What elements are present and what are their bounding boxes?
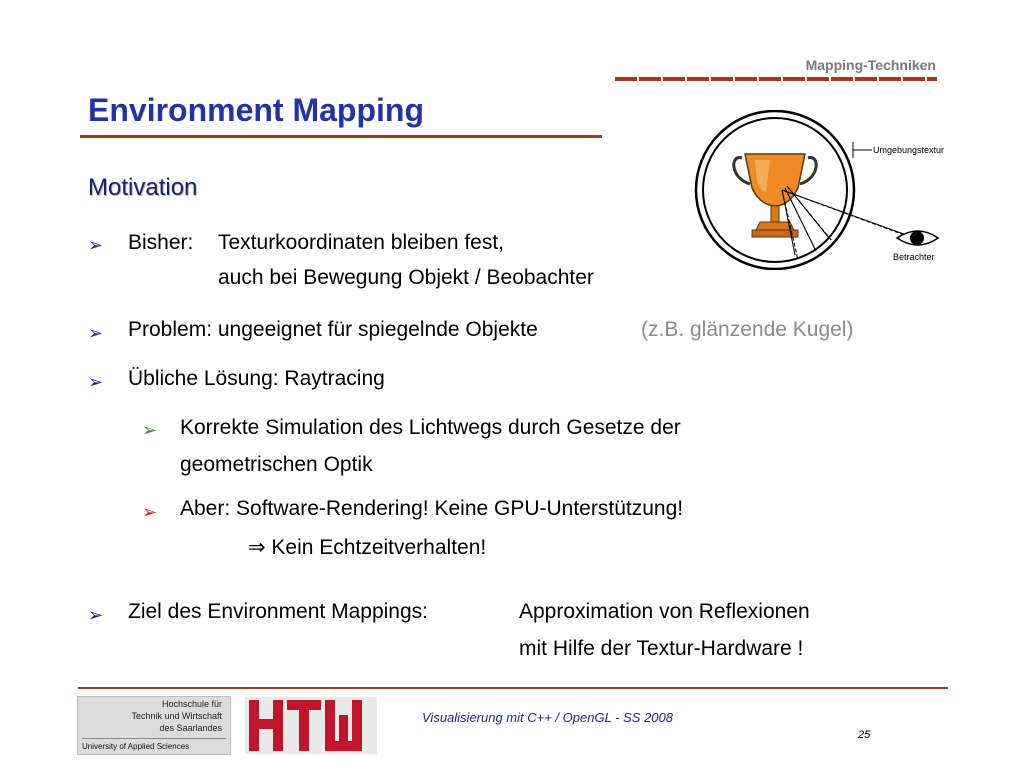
logo-line-3: des Saarlandes xyxy=(159,723,222,733)
bullet-arrow-icon: ➢ xyxy=(142,420,158,440)
bullet-2-note: (z.B. glänzende Kugel) xyxy=(641,318,854,341)
title-underline xyxy=(80,135,602,138)
bullet-1-label: Bisher: xyxy=(128,231,194,254)
section-divider xyxy=(615,77,937,81)
bullet-arrow-icon: ➢ xyxy=(88,323,104,343)
htw-logo xyxy=(245,697,377,754)
bullet-arrow-icon: ➢ xyxy=(88,372,104,392)
slide-title: Environment Mapping xyxy=(88,92,424,128)
bullet-arrow-icon: ➢ xyxy=(142,502,158,522)
sub-bullet-2-line1: Aber: Software-Rendering! Keine GPU-Unterstützung! xyxy=(180,497,684,520)
subheading-motivation: Motivation xyxy=(88,174,198,201)
trophy-icon xyxy=(734,154,816,237)
logo-line-4: University of Applied Sciences xyxy=(82,742,190,751)
bullet-3-text: Übliche Lösung: Raytracing xyxy=(128,367,385,390)
footer-divider xyxy=(78,687,948,689)
bullet-4-line2: mit Hilfe der Textur-Hardware ! xyxy=(519,637,804,660)
logo-line-2: Technik und Wirtschaft xyxy=(131,711,222,721)
eye-icon xyxy=(897,231,938,245)
sub-bullet-2-line2: ⇒ Kein Echtzeitverhalten! xyxy=(248,536,487,559)
environment-map-diagram xyxy=(690,110,960,270)
logo-line-1: Hochschule für xyxy=(161,699,222,709)
bullet-arrow-icon: ➢ xyxy=(88,605,104,625)
bullet-4-label: Ziel des Environment Mappings: xyxy=(128,600,428,623)
sub-bullet-1-line2: geometrischen Optik xyxy=(180,453,373,476)
bullet-1-text: Texturkoordinaten bleiben fest, xyxy=(218,231,505,254)
footer-course-label: Visualisierung mit C++ / OpenGL - SS 2008 xyxy=(422,710,673,725)
bullet-4-line1: Approximation von Reflexionen xyxy=(519,600,810,623)
bullet-arrow-icon: ➢ xyxy=(88,235,104,255)
section-label: Mapping-Techniken xyxy=(805,57,936,73)
logo-divider xyxy=(82,738,226,739)
bullet-2-text: Problem: ungeeignet für spiegelnde Objekte xyxy=(128,318,538,341)
bullet-1-continuation: auch bei Bewegung Objekt / Beobachter xyxy=(218,266,594,289)
university-logo-text xyxy=(77,696,231,755)
page-number: 25 xyxy=(858,729,871,741)
label-umgebungstextur: Umgebungstextur xyxy=(873,145,945,155)
sub-bullet-1-line1: Korrekte Simulation des Lichtwegs durch Gesetze der xyxy=(180,416,681,439)
label-betrachter: Betrachter xyxy=(893,252,935,262)
